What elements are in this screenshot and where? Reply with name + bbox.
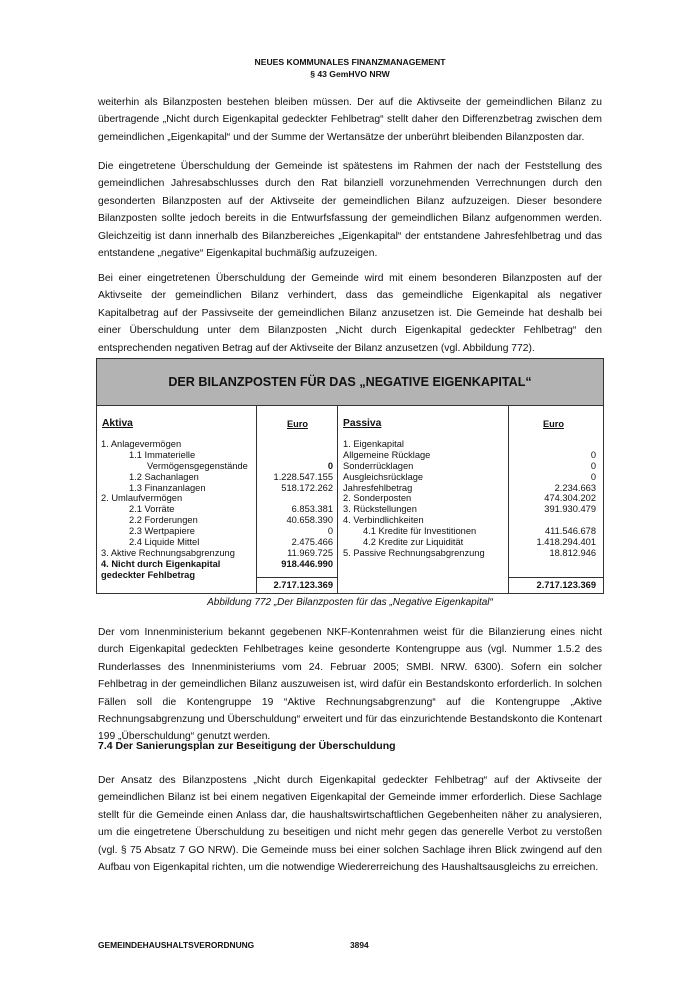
aktiva-item: 2.1 Vorräte: [129, 504, 175, 515]
paragraph-2: Die eingetretene Überschuldung der Gemeinde ist spätestens im Rahmen der nach der Feststellung des gemeindlichen Jahresabschlusses durch den Rat bilanziell vorzunehmenden Verrechnungen durch den gesonderten Bilanzposten auf der Aktivseite der gemeindlichen Bilanz aufzuzeigen. Dieser besondere Bilanzposten sollte jedoch bereits in die Entwurfsfassung der gemeindlichen Bilanz aufgenommen werden. Gleichzeitig ist dann innerhalb des Bilanzbereiches „Eigenkapital“ der entstandene Jahresfehlbetrag und das entstandene „negative“ Eigenkapital buchmäßig aufzuzeigen.: [98, 161, 602, 260]
passiva-value: 0: [590, 449, 596, 460]
figure-caption: Abbildung 772 „Der Bilanzposten für das „Negative Eigenkapital“: [207, 597, 493, 608]
passiva-item: 2. Sonderposten: [343, 493, 412, 504]
aktiva-item: 4. Nicht durch Eigenkapital gedeckter Fehlbetrag: [101, 558, 221, 580]
total-line: [509, 577, 603, 578]
paragraph-1: weiterhin als Bilanzposten bestehen bleiben müssen. Der auf die Aktivseite der gemeindlichen Bilanz zu übertragende „Nicht durch Eigenkapital gedeckter Fehlbetrag“ stellt daher den Differenzbetrag zwischen dem gemeindlichen „Eigenkapital“ und der Summe der Wertansätze der unberührt bleibenden Bilanzposten dar.: [98, 97, 602, 143]
total-line: [257, 577, 337, 578]
euro-heading: Euro: [287, 419, 308, 429]
paragraph-3: Bei einer eingetretenen Überschuldung der Gemeinde wird mit einem besonderen Bilanzposten auf der Aktivseite der gemeindlichen Bilanz verhindert, dass das gemeindliche Eigenkapital als negativer Kapitalbetrag auf der Passivseite der gemeindlichen Bilanz anzusetzen ist. Die Gemeinde hat deshalb bei einer Überschuldung unter dem Bilanzposten „Nicht durch Eigenkapital gedeckter Fehlbetrag“ den entsprechenden negativen Betrag auf der Aktivseite der Bilanz anzusetzen (vgl. Abbildung 772).: [98, 273, 602, 354]
passiva-item: Jahresfehlbetrag: [343, 482, 413, 493]
aktiva-value: [259, 493, 333, 504]
passiva-item: 5. Passive Rechnungsabgrenzung: [343, 547, 485, 558]
passiva-value: 1.418.294.401: [536, 537, 596, 548]
aktiva-value: [259, 450, 333, 461]
column-divider: [508, 406, 509, 593]
aktiva-value: 2.475.466: [291, 537, 333, 548]
passiva-item: 3. Rückstellungen: [343, 504, 417, 515]
aktiva-item: 3. Aktive Rechnungsabgrenzung: [101, 547, 235, 558]
aktiva-value: 11.969.725: [287, 547, 333, 558]
aktiva-item: 1. Anlagevermögen: [101, 439, 182, 449]
aktiva-value: 0: [327, 526, 333, 537]
aktiva-heading: Aktiva: [102, 418, 133, 429]
section-heading: 7.4 Der Sanierungsplan zur Beseitigung der Überschuldung: [98, 740, 396, 752]
aktiva-value: [259, 439, 333, 450]
aktiva-item: 1.1 Immaterielle: [129, 449, 196, 460]
figure-title: DER BILANZPOSTEN FÜR DAS „NEGATIVE EIGENKAPITAL“: [97, 359, 603, 406]
passiva-total: 2.717.123.369: [536, 580, 596, 590]
passiva-item: 1. Eigenkapital: [343, 439, 404, 449]
aktiva-value: 1.228.547.155: [273, 471, 333, 482]
aktiva-total: 2.717.123.369: [273, 580, 333, 590]
column-divider: [337, 406, 338, 593]
aktiva-item: Vermögensgegenstände: [147, 460, 248, 471]
aktiva-value: 6.853.381: [291, 504, 333, 515]
passiva-items: [343, 439, 507, 559]
passiva-value: 391.930.479: [544, 504, 596, 515]
euro-heading: Euro: [543, 419, 564, 429]
passiva-value: 0: [590, 460, 596, 471]
aktiva-values: [259, 439, 333, 570]
aktiva-item: 2.3 Wertpapiere: [129, 526, 195, 537]
aktiva-items: [101, 439, 255, 581]
page-header: [0, 56, 700, 80]
passiva-item: Sonderrücklagen: [343, 460, 414, 471]
aktiva-item: 2. Umlaufvermögen: [101, 493, 183, 504]
footer-title: GEMEINDEHAUSHALTSVERORDNUNG: [98, 940, 255, 950]
passiva-item: 4. Verbindlichkeiten: [343, 515, 424, 526]
passiva-values: [510, 439, 596, 559]
aktiva-item: 1.3 Finanzanlagen: [129, 482, 206, 493]
paragraph-4: Der vom Innenministerium bekannt gegebenen NKF-Kontenrahmen weist für die Bilanzierung eines nicht durch Eigenkapital gedeckten Fehlbetrages keine gesonderte Kontengruppe aus (vgl. Nummer 1.5.2 des Runderlasses des Innenministeriums vom 24. Februar 2005; SMBl. NRW. 6300). Sofern ein solcher Fehlbetrag in der gemeindlichen Bilanz auszuweisen ist, wird dafür ein Bestandskonto erforderlich. In solchen Fällen soll die Kontengruppe 19 “Aktive Rechnungsabgrenzung“ auf die Kontengruppe „Aktive Rechnungsabgrenzung und Überschuldung“ erweitert und für das einzurichtende Bestandskonto die Kontenart 199 „Überschuldung“ genutzt werden.: [98, 627, 602, 743]
passiva-value: 2.234.663: [554, 482, 596, 493]
balance-sheet-figure: [96, 358, 604, 594]
passiva-item: Ausgleichsrücklage: [343, 471, 424, 482]
aktiva-item: 2.4 Liquide Mittel: [129, 537, 200, 548]
aktiva-item: 2.2 Forderungen: [129, 515, 198, 526]
passiva-value: 474.304.202: [544, 493, 596, 504]
aktiva-item: 1.2 Sachanlagen: [129, 471, 199, 482]
passiva-item: Allgemeine Rücklage: [343, 449, 431, 460]
passiva-heading: Passiva: [343, 418, 382, 429]
passiva-item: 4.1 Kredite für Investitionen: [363, 526, 477, 537]
aktiva-value: 918.446.990: [281, 558, 333, 569]
header-title: NEUES KOMMUNALES FINANZMANAGEMENT: [254, 57, 446, 67]
page-number: 3894: [350, 940, 369, 950]
passiva-value: 411.546.678: [544, 526, 596, 537]
column-divider: [256, 406, 257, 593]
header-subtitle: § 43 GemHVO NRW: [310, 69, 390, 79]
passiva-value: 18.812.946: [549, 547, 596, 558]
aktiva-value: 518.172.262: [281, 482, 333, 493]
aktiva-value: 0: [327, 460, 333, 471]
passiva-item: 4.2 Kredite zur Liquidität: [363, 537, 464, 548]
passiva-value: [510, 515, 596, 526]
passiva-value: 0: [590, 471, 596, 482]
aktiva-value: 40.658.390: [286, 515, 333, 526]
paragraph-5: Der Ansatz des Bilanzpostens „Nicht durch Eigenkapital gedeckter Fehlbetrag“ auf der Aktivseite der gemeindlichen Bilanz ist bei einem negativen Eigenkapital der Gemeinde immer erforderlich. Diese Sachlage stellt für die Gemeinde einen Anlass dar, die haushaltswirtschaftlichen Gegebenheiten näher zu analysieren, um die eingetretene Überschuldung zu beseitigen und nicht mehr gegen das generelle Verbot zu verstoßen (vgl. § 75 Absatz 7 GO NRW). Die Gemeinde muss bei einer solchen Sachlage ihren Blick zwingend auf den Aufbau von Eigenkapital richten, um die notwendige Wiedererreichung des Haushaltsausgleichs zu erreichen.: [98, 775, 602, 874]
passiva-value: [510, 439, 596, 450]
